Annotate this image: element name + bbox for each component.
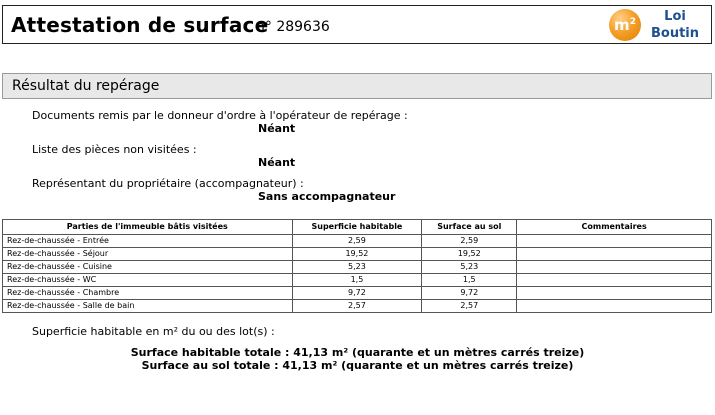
cell-commentaire — [517, 261, 712, 274]
field-value-pieces-non-visitees: Néant — [258, 156, 296, 169]
table-row — [3, 235, 712, 248]
cell-surface-sol: 5,23 — [422, 261, 517, 274]
table-row — [3, 261, 712, 274]
table-header-row — [3, 220, 712, 235]
cell-superficie: 9,72 — [292, 287, 422, 300]
table-row — [3, 287, 712, 300]
cell-room: Rez-de-chaussée - Cuisine — [3, 261, 293, 274]
table-row — [3, 248, 712, 261]
cell-surface-sol: 2,59 — [422, 235, 517, 248]
table-row — [3, 300, 712, 313]
rooms-table — [2, 219, 712, 313]
habitable-note: Superficie habitable en m² du ou des lot(s) : — [32, 325, 275, 338]
cell-room: Rez-de-chaussée - Chambre — [3, 287, 293, 300]
cell-commentaire — [517, 287, 712, 300]
cell-commentaire — [517, 248, 712, 261]
column-header-surface-sol: Surface au sol — [422, 220, 517, 235]
field-value-documents: Néant — [258, 122, 296, 135]
cell-surface-sol: 9,72 — [422, 287, 517, 300]
section-title: Résultat du repérage — [12, 78, 160, 94]
cell-superficie: 2,57 — [292, 300, 422, 313]
cell-superficie: 5,23 — [292, 261, 422, 274]
cell-superficie: 2,59 — [292, 235, 422, 248]
table-row — [3, 274, 712, 287]
field-value-representant: Sans accompagnateur — [258, 190, 396, 203]
section-header — [2, 73, 712, 99]
cell-room: Rez-de-chaussée - Salle de bain — [3, 300, 293, 313]
field-label-documents: Documents remis par le donneur d'ordre à l'opérateur de repérage : — [32, 109, 408, 122]
cell-surface-sol: 19,52 — [422, 248, 517, 261]
cell-surface-sol: 2,57 — [422, 300, 517, 313]
document-number: n° 289636 — [256, 19, 330, 35]
m2-logo-icon: m 2 — [609, 9, 641, 41]
cell-room: Rez-de-chaussée - WC — [3, 274, 293, 287]
total-surface-sol: Surface au sol totale : 41,13 m² (quarante et un mètres carrés treize) — [141, 359, 574, 372]
field-label-pieces-non-visitees: Liste des pièces non visitées : — [32, 143, 197, 156]
cell-commentaire — [517, 300, 712, 313]
cell-room: Rez-de-chaussée - Séjour — [3, 248, 293, 261]
loi-boutin-logo — [649, 8, 701, 42]
total-surface-habitable: Surface habitable totale : 41,13 m² (quarante et un mètres carrés treize) — [130, 346, 585, 359]
cell-room: Rez-de-chaussée - Entrée — [3, 235, 293, 248]
logo-line-1: Loi — [664, 9, 686, 24]
cell-commentaire — [517, 235, 712, 248]
field-label-representant: Représentant du propriétaire (accompagnateur) : — [32, 177, 304, 190]
document-header — [2, 5, 712, 44]
logo-line-2: Boutin — [650, 26, 700, 41]
cell-commentaire — [517, 274, 712, 287]
column-header-superficie: Superficie habitable — [292, 220, 422, 235]
column-header-parties: Parties de l'immeuble bâtis visitées — [3, 220, 293, 235]
column-header-commentaires: Commentaires — [517, 220, 712, 235]
cell-superficie: 19,52 — [292, 248, 422, 261]
cell-superficie: 1,5 — [292, 274, 422, 287]
cell-surface-sol: 1,5 — [422, 274, 517, 287]
document-title: Attestation de surface — [11, 13, 269, 37]
